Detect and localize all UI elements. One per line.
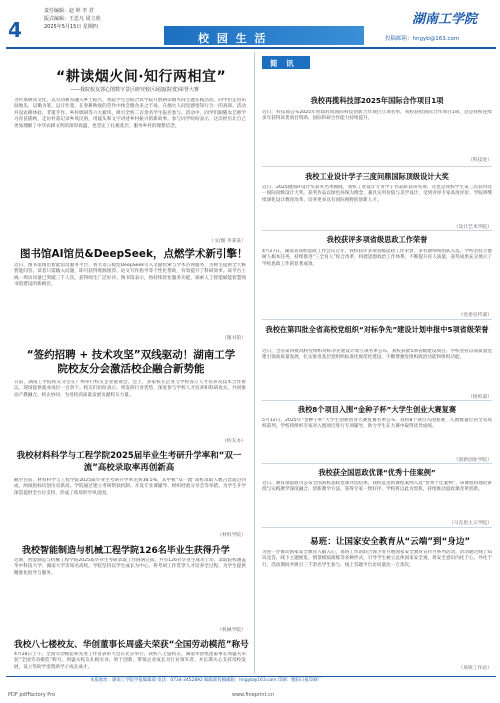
- brief-body: 近日，科技部公布2025年度政府间国际科技创新合作项目立项名单，我校获批国际合作项目1项，这是我校连续多年获得该类项目资助，国际科研合作能力持续提升。: [262, 110, 492, 122]
- article-author: （材料学院）: [217, 533, 246, 538]
- article-title: “签约招聘 + 技术攻坚”双线驱动！湖南工学院校友分会激活校企融合新势能: [26, 349, 236, 375]
- article-body: 截至目前，材料科学与工程学院2025届毕业生考研升学率达到38.5%，其中被“双一流”高校录取人数占比超过四成，两项指标均创历史新高。学院通过建立考研帮扶机制、开设专业课辅导、组织经验分享会等举措，为学生升学深造提供全方位支持，形成了浓厚的学风氛围。: [14, 478, 246, 496]
- brief-title: 我校工业设计学子三度问鼎国际顶级设计大奖: [305, 172, 449, 181]
- feature-body: 为进一步推动国家安全教育入脑入心，易班工作站联合保卫处开展国家安全教育宣传月系列活动。活动通过线上知识竞答、线下主题展览、情景模拟演练等多种形式，引导学生树立总体国家安全观，将安全意识内化于心、外化于行。活动期间共吸引三千余名学生参与，线上答题平台访问量达一万余次。: [262, 550, 492, 568]
- submit-email: 投稿邮箱：hngyb@163.com: [385, 36, 460, 42]
- article-title: “耕读烟火间·知行两相宜”: [56, 69, 227, 85]
- pdf-watermark-center: www.fineprint.cn: [232, 692, 275, 698]
- brief-title: 我校8个项目入围“金种子杯”大学生创业大赛复赛: [297, 405, 457, 414]
- brief-separator: [262, 400, 492, 401]
- article-title: 我校材料科学与工程学院2025届毕业生考研升学率和“双一流”高校录取率再创新高: [16, 451, 242, 473]
- article-author: （校友办）: [222, 439, 246, 444]
- brief-author: （组织部）: [468, 395, 492, 400]
- article-subtitle: ——我院校友郭心图数字景区研究校区展演(院赏)荣誉大赛: [70, 87, 199, 93]
- brief-separator: [262, 463, 492, 464]
- column-divider: [254, 52, 255, 674]
- article-body: 日前，湖南工学院校友分会在广州举行校友企业座谈会。会上，多家校友企业与学校签订人才培养及技术合作协议，现场提供就业岗位一百余个。校友们纷纷表示，将发挥行业优势，深度参与学校人才培养和科研攻关，共同推动产教融合、校企协同，为母校高质量发展贡献校友力量。: [14, 380, 246, 398]
- brief-author: （创新创业学院）: [453, 458, 492, 463]
- masthead-meta: [44, 7, 164, 31]
- header-rule: [6, 47, 496, 49]
- meta-date: 2025年5月15日 星期四: [44, 24, 98, 30]
- brief-body: 4月27日，湖南省高校思政工作会议召开，我校获评多项省级思政工作荣誉，多名教师和团队入选。学校坚持立德树人根本任务，持续推进“三全育人”综合改革，构建思想政治工作体系，不断提升育人质量，获奖成果充分展示了学校思政工作的显著成效。: [262, 249, 492, 267]
- article-author: （文/图 李某某）: [209, 239, 246, 244]
- brief-author: （科技处）: [468, 158, 492, 163]
- feature-author: （易班工作站）: [458, 666, 492, 671]
- paper-logo: 湖南工学院: [412, 12, 478, 27]
- brief-title: 我校在第四批全省高校党组织“对标争先”建设计划申报中5项省级荣誉: [265, 325, 489, 334]
- brief-author: （党委宣传部）: [458, 313, 492, 318]
- brief-separator: [262, 166, 492, 167]
- brief-body: 近日，全省第四批高校党组织对标争先建设计划立项名单公布，我校获批5项省级建设项目。学校坚持以高质量党建引领高质量发展，扎实推进基层党组织标准化规范化建设，不断增强党组织政治功能和组织功能。: [262, 349, 492, 361]
- article-body: 近日，图书馆推出智能馆员服务平台，将大语言模型DeepSeek引入文献检索与学术咨询服务，为师生提供全天候智能问答。读者只需输入问题，即可获得资源推荐、论文写作指导等个性化帮助，有效提升了科研效率。该平台上线一周访问量已突破三千人次，获得师生广泛好评。图书馆表示，将持续优化服务功能，探索人工智能赋能智慧图书馆建设的新路径。: [14, 263, 246, 288]
- article-title: 我校智能制造与机械工程学院126名毕业生获得升学: [22, 546, 230, 556]
- article-body: 为传承耕读文化，以劳动教育融入乡土振兴，我院学生会联合农学院开展耕读烟火间主题实践活动。同学们走进田间地头，以锄为笔、以汗作墨，在春耕秋收的劳作中体会粮食来之不易，在烟火人间里感悟知行合一的真谛。活动共设农耕体验、非遗手作、乡村调研等六大板块，吸引全校二百余名学生报名参与。活动中，同学们跟随农艺师学习育苗插秧，走访村落记录乡风民俗，用镜头和文字讲述乡村振兴的新故事。参与同学纷纷表示，这次经历让自己更加理解了中华农耕文明的深厚底蕴，也坚定了扎根基层、服务乡村的理想信念。: [14, 98, 246, 129]
- brief-body: 5月12日，2025年“金种子杯”大学生创新创业大赛复赛名单公布，我校8个项目入围复赛，入围数量位居全省高校前列。学校将组织专家对入围项目进行专项辅导，助力学生在大赛中取得优异成绩。: [262, 418, 492, 430]
- article-author: （图书馆）: [222, 336, 246, 341]
- pdf-watermark-left: PDF pdfFactory Pro: [8, 692, 56, 698]
- brief-separator: [262, 230, 492, 231]
- brief-title: 我校获全国思政优课“优秀十佳案例”: [318, 468, 436, 477]
- brief-title: 我校获评多项省级思政工作荣誉: [326, 235, 428, 244]
- meta-layout: 版式编辑：王思凡 周立欣: [44, 16, 101, 22]
- brief-body: 近日，教育部思政司公布全国高校思政优课评选结果，我校选送的课程案例入选“优秀十佳案例”。该课程将理论讲授与实践教学深度融合，创新教学方法，获得专家一致好评。学校将以此为契机，持续推动思政课改革创新。: [262, 481, 492, 493]
- article-body: 近期，智能制造与机械工程学院2025届毕业生考研录取工作圆满完成，共有126名毕业生成功上岸，录取院校涵盖华中科技大学、湖南大学等知名高校。学院坚持以学生成长为中心，将考研工作贯穿人才培养全过程，为学生提供精准化指导与服务。: [14, 558, 246, 576]
- footer-info: 本报地址：湖南工学院学报编辑部 电话：0734-3452892 编辑部投稿邮箱：hngyb@163.com 印刷：衡阳日报印刷厂: [90, 678, 322, 683]
- feature-title: 易班：让国家安全教育从“云端”到“身边”: [310, 537, 471, 547]
- brief-separator: [262, 527, 492, 528]
- brief-body: 近日，2025德国iF设计奖获奖名单揭晓，我校工业设计专业学子作品斩获该奖项，这也是我校学生第三次获得这一国际顶级设计大奖。获奖作品以绿色环保为理念，兼具实用价值与美学设计，受到评审专家高度评价。学院将继续深化设计教育改革，培养更多具有国际视野的创新人才。: [262, 185, 492, 203]
- brief-label: 简 讯: [270, 59, 297, 68]
- brief-author: （马克思主义学院）: [448, 521, 492, 526]
- brief-author: （设计艺术学院）: [453, 225, 492, 230]
- article-title: 图书馆AI馆员&DeepSeek，点燃学术新引擎！: [20, 248, 248, 260]
- brief-title: 我校再揽科技部2025年国际合作项目1项: [310, 96, 444, 105]
- meta-editor: 责任编辑：赵 婷 李 君: [44, 8, 94, 14]
- brief-separator: [262, 319, 492, 320]
- page-number: 4: [8, 18, 22, 42]
- article-body: 4月28日上午，全国劳动模范和先进工作者表彰大会在北京举行。我校八七届校友、湖南华创集团董事长周盛夫荣获“全国劳动模范”称号。周盛夫校友扎根实业、勇于创新，带领企业成长为行业领军者，并长期关心支持母校发展，设立奖助学金资助学子成长成才。: [14, 652, 246, 670]
- article-author: （机械学院）: [217, 628, 246, 633]
- article-title: 我校八七楼校友、华创董事长周盛夫荣获“全国劳动模范”称号: [14, 640, 249, 650]
- section-title: 校 园 生 活: [198, 32, 268, 45]
